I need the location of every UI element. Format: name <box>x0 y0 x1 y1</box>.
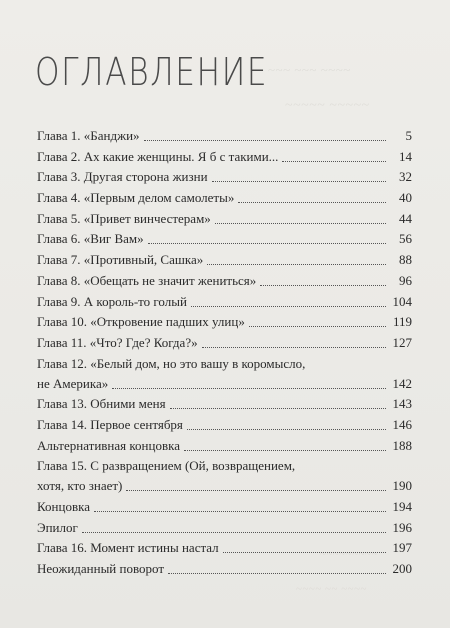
toc-entry-title: Альтернативная концовка <box>37 437 180 453</box>
toc-entry[interactable] <box>37 456 412 496</box>
toc-page-number: 88 <box>399 252 412 268</box>
dot-leader <box>112 388 386 389</box>
dot-leader <box>215 223 386 224</box>
dot-leader <box>94 511 386 512</box>
dot-leader <box>184 450 386 451</box>
dot-leader <box>126 490 386 491</box>
dot-leader <box>260 285 386 286</box>
toc-entry[interactable] <box>37 167 412 187</box>
toc-entry[interactable] <box>37 415 412 435</box>
toc-page-number: 142 <box>392 375 412 391</box>
toc-entry-title: Глава 5. «Привет винчестерам» <box>37 210 211 226</box>
toc-page-number: 96 <box>399 272 412 288</box>
toc-page-number: 143 <box>392 396 412 412</box>
toc-entry[interactable] <box>37 354 412 394</box>
dot-leader <box>238 202 386 203</box>
toc-entry-title: Неожиданный поворот <box>37 561 165 577</box>
toc-entry-title: Глава 9. А король-то голый <box>37 293 187 309</box>
toc-entry-title: Глава 8. «Обещать не значит жениться» <box>37 272 257 288</box>
toc-page-number: 5 <box>405 128 412 143</box>
dot-leader <box>191 306 386 307</box>
toc-entry-title: Глава 3. Другая сторона жизни <box>37 169 208 185</box>
dot-leader <box>148 243 386 244</box>
toc-page-number: 197 <box>392 540 412 556</box>
toc-entry[interactable] <box>37 394 412 414</box>
toc-entry-title: Глава 7. «Противный, Сашка» <box>37 252 204 268</box>
dot-leader <box>82 532 386 533</box>
dot-leader <box>212 181 386 182</box>
toc-page-number: 127 <box>392 334 412 350</box>
toc-entry[interactable] <box>37 292 412 312</box>
dot-leader <box>168 573 386 574</box>
toc-page-number: 104 <box>392 293 412 309</box>
dot-leader <box>144 140 386 141</box>
toc-entry[interactable] <box>37 147 412 167</box>
dot-leader <box>282 161 386 162</box>
toc-entry[interactable] <box>37 229 412 249</box>
toc-entry-title: Глава 1. «Банджи» <box>37 128 140 143</box>
toc-entry-title-line2: не Америка» <box>37 375 109 391</box>
toc-page-number: 190 <box>392 478 412 494</box>
toc-entry-title: Эпилог <box>37 519 78 535</box>
toc-entry-title: Глава 14. Первое сентября <box>37 416 183 432</box>
toc-entry[interactable] <box>37 538 412 558</box>
toc-entry-title: Глава 16. Момент истины настал <box>37 540 219 556</box>
toc-entry-title-line2: хотя, кто знает) <box>37 478 123 494</box>
toc-entry[interactable] <box>37 559 412 579</box>
toc-entry-title: Концовка <box>37 499 90 514</box>
toc-entry[interactable] <box>37 271 412 291</box>
toc-entry[interactable] <box>37 312 412 332</box>
toc-page-number: 44 <box>399 210 412 226</box>
toc-entry-title: Глава 10. «Откровение падших улиц» <box>37 314 245 330</box>
bleed-through-text: ~~~~~~~~~ <box>320 548 379 560</box>
toc-page-number: 146 <box>392 416 412 432</box>
toc-entry[interactable] <box>37 209 412 229</box>
toc-entry-title: Глава 2. Ах какие женщины. Я б с такими... <box>37 148 279 164</box>
toc-entry[interactable] <box>37 333 412 353</box>
dot-leader <box>170 408 386 409</box>
toc-entry-title: Глава 6. «Виг Вам» <box>37 231 144 247</box>
toc-page-number: 188 <box>392 437 412 453</box>
toc-page-number: 200 <box>392 561 412 577</box>
toc-entry[interactable] <box>37 518 412 538</box>
toc-entry-title: Глава 13. Обними меня <box>37 396 166 412</box>
toc-entry[interactable] <box>37 126 412 146</box>
toc-entry[interactable] <box>37 250 412 270</box>
toc-page-number: 32 <box>399 169 412 185</box>
bleed-through-text: ~~~~~ ~~~~~ <box>285 98 370 113</box>
toc-page-number: 194 <box>392 499 412 514</box>
toc-entry[interactable] <box>37 188 412 208</box>
dot-leader <box>202 347 386 348</box>
toc-page-number: 56 <box>399 231 412 247</box>
toc-entry-title-line1: Глава 12. «Белый дом, но это вашу в коромысло, <box>37 355 306 371</box>
toc-entry[interactable] <box>37 497 412 517</box>
page-title: ОГЛАВЛЕНИЕ <box>35 50 269 94</box>
toc-entry[interactable] <box>37 436 412 456</box>
dot-leader <box>223 552 386 553</box>
toc-entry-title: Глава 4. «Первым делом самолеты» <box>37 190 235 206</box>
toc-entry-title-line1: Глава 15. С развращением (Ой, возвращением, <box>37 458 296 474</box>
toc-entry-title: Глава 11. «Что? Где? Когда?» <box>37 334 198 350</box>
toc-page-number: 14 <box>399 148 412 164</box>
dot-leader <box>187 429 386 430</box>
dot-leader <box>249 326 386 327</box>
toc-page-number: 196 <box>392 519 412 535</box>
table-of-contents <box>37 126 412 580</box>
bleed-through-text: ~~~~ ~~ ~~~~ <box>296 583 368 595</box>
bleed-through-text: ~~~ ~~~ ~~~~ <box>268 62 351 77</box>
dot-leader <box>207 264 386 265</box>
toc-page-number: 40 <box>399 190 412 206</box>
toc-page-number: 119 <box>392 314 412 330</box>
